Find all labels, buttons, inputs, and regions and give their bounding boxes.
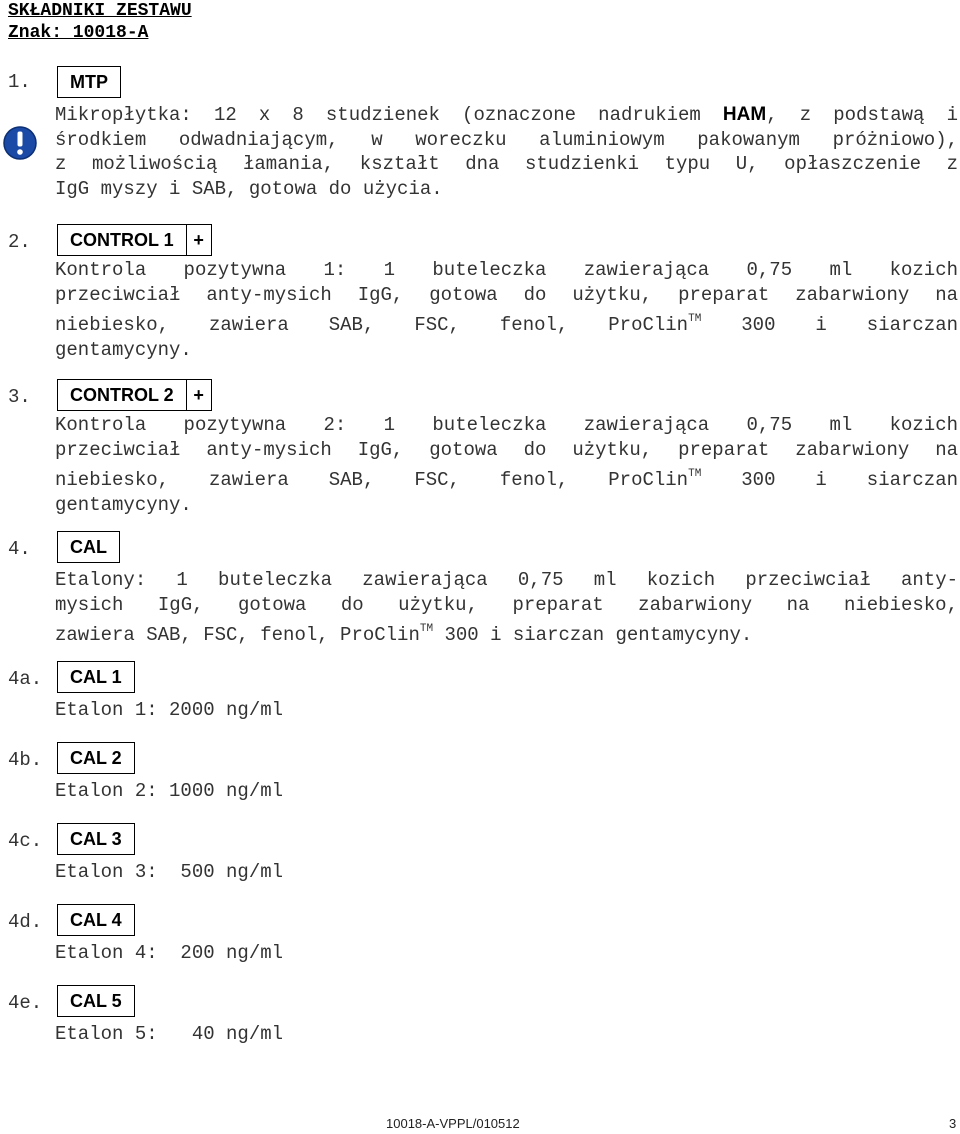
cal1-value: Etalon 1: 2000 ng/ml — [55, 699, 284, 721]
text-line: mysich IgG, gotowa do użytku, preparat zabarwiony na niebiesko, — [55, 593, 958, 616]
text-line: Mikropłytka: 12 x 8 studzienek (oznaczone nadrukiem HAM, z podstawą i — [55, 104, 958, 126]
warning-icon — [2, 125, 38, 161]
control1-label: CONTROL 1 — [70, 230, 174, 250]
cal4-label: CAL 4 — [70, 910, 122, 930]
cal5-label-box — [57, 985, 135, 1017]
cal3-value: Etalon 3: 500 ng/ml — [55, 861, 284, 883]
cal-description — [55, 568, 958, 648]
text-line: środkiem odwadniającym, w woreczku aluminiowym pakowanym próżniowo), — [55, 128, 958, 151]
control2-label-box — [57, 379, 212, 411]
ham-mark: HAM — [722, 104, 767, 125]
text-line: Kontrola pozytywna 2: 1 buteleczka zawierająca 0,75 ml kozich — [55, 414, 958, 436]
item-number: 3. — [8, 386, 31, 408]
mtp-label-box — [57, 66, 121, 98]
kit-code: Znak: 10018-A — [8, 23, 149, 43]
text-line: gentamycyny. — [55, 338, 192, 361]
item-number: 4. — [8, 538, 31, 560]
cal1-label: CAL 1 — [70, 667, 122, 687]
cal-label: CAL — [70, 537, 107, 557]
text-line: niebiesko, zawiera SAB, FSC, fenol, ProClin™ 300 i siarczan — [55, 468, 959, 491]
cal4-label-box — [57, 904, 135, 936]
cal3-label: CAL 3 — [70, 829, 122, 849]
control2-description — [55, 413, 958, 517]
cal3-label-box — [57, 823, 135, 855]
mtp-label: MTP — [70, 72, 108, 92]
cal1-label-box — [57, 661, 135, 693]
cal5-value: Etalon 5: 40 ng/ml — [55, 1023, 284, 1045]
mtp-description — [55, 103, 958, 201]
control1-plus: + — [186, 225, 211, 255]
text-line: przeciwciał anty-mysich IgG, gotowa do użytku, preparat zabarwiony na — [55, 283, 958, 306]
control1-description — [55, 258, 958, 362]
item-number: 4e. — [8, 992, 43, 1014]
cal-label-box — [57, 531, 120, 563]
text-line: przeciwciał anty-mysich IgG, gotowa do użytku, preparat zabarwiony na — [55, 438, 958, 461]
item-number: 4a. — [8, 668, 43, 690]
page-number: 3 — [949, 1116, 957, 1131]
section-title: SKŁADNIKI ZESTAWU — [8, 1, 192, 21]
item-number: 4b. — [8, 749, 43, 771]
text-line: z możliwością łamania, kształt dna studzienki typu U, opłaszczenie z — [55, 153, 958, 175]
text-line: Etalony: 1 buteleczka zawierająca 0,75 ml kozich przeciwciał anty- — [55, 569, 958, 591]
item-number: 4c. — [8, 830, 43, 852]
control2-label: CONTROL 2 — [70, 385, 174, 405]
text-line: niebiesko, zawiera SAB, FSC, fenol, ProClin™ 300 i siarczan — [55, 313, 959, 336]
text-line: gentamycyny. — [55, 493, 192, 516]
control2-plus: + — [186, 380, 211, 410]
cal2-label: CAL 2 — [70, 748, 122, 768]
item-number: 2. — [8, 231, 31, 253]
cal4-value: Etalon 4: 200 ng/ml — [55, 942, 284, 964]
control1-label-box — [57, 224, 212, 256]
text-line: IgG myszy i SAB, gotowa do użycia. — [55, 177, 443, 200]
cal5-label: CAL 5 — [70, 991, 122, 1011]
text-line: Kontrola pozytywna 1: 1 buteleczka zawierająca 0,75 ml kozich — [55, 259, 958, 281]
item-number: 1. — [8, 71, 31, 93]
cal2-value: Etalon 2: 1000 ng/ml — [55, 780, 284, 802]
text-line: zawiera SAB, FSC, fenol, ProClin™ 300 i siarczan gentamycyny. — [55, 623, 753, 646]
cal2-label-box — [57, 742, 135, 774]
item-number: 4d. — [8, 911, 43, 933]
document-id: 10018-A-VPPL/010512 — [386, 1116, 520, 1131]
